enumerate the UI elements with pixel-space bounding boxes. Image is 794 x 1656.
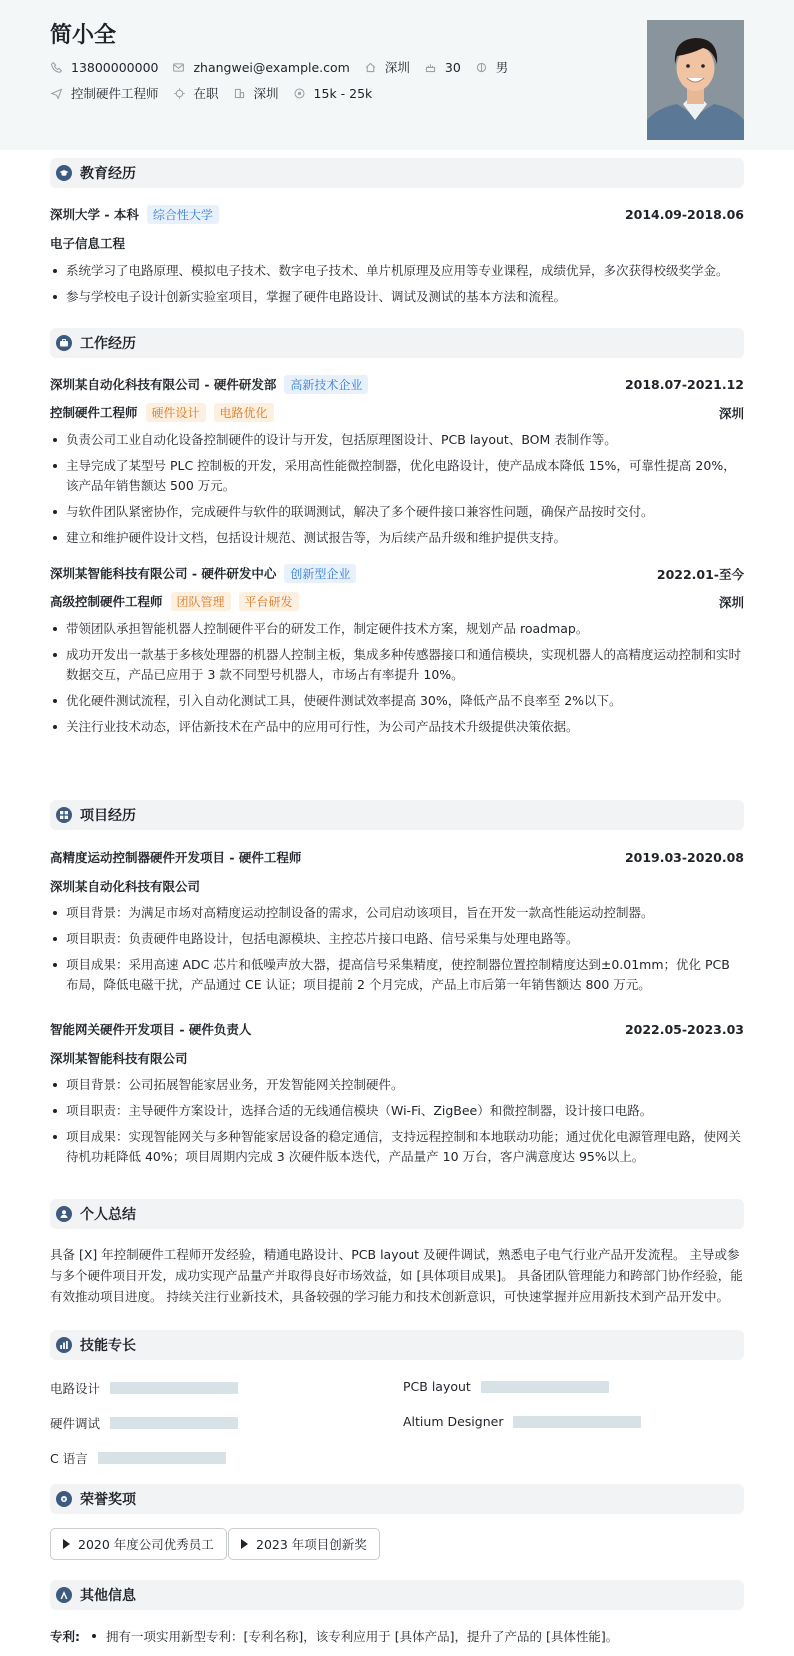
send-icon	[50, 87, 63, 100]
role-block	[50, 403, 274, 422]
home-icon	[364, 61, 377, 74]
education-bullets	[50, 261, 744, 313]
school-tag: 综合性大学	[147, 205, 219, 224]
skill-level-fill	[481, 1381, 609, 1393]
list-item: 项目背景：公司拓展智能家居业务，开发智能网关控制硬件。	[50, 1075, 744, 1095]
section-title: 个人总结	[80, 1207, 136, 1223]
company-name: 深圳某自动化科技有限公司 - 硬件研发部	[50, 377, 277, 392]
section-other	[50, 1580, 744, 1610]
bar-chart-icon	[56, 1337, 72, 1353]
project-header	[50, 848, 744, 866]
section-title: 技能专长	[80, 1338, 136, 1354]
section-education	[50, 158, 744, 188]
skill-item	[403, 1414, 641, 1429]
company-block	[50, 375, 368, 394]
company-block	[50, 564, 356, 583]
location-text: 深圳	[384, 60, 410, 75]
salary-text: 15k - 25k	[313, 85, 373, 101]
list-item: 与软件团队紧密协作，完成硬件与软件的联调测试，解决了多个硬件接口兼容性问题，确保产品按时交付。	[50, 502, 744, 522]
section-title: 工作经历	[80, 336, 136, 352]
section-awards	[50, 1484, 744, 1514]
user-icon	[56, 1206, 72, 1222]
skill-level-fill	[98, 1452, 226, 1464]
list-item: 关注行业技术动态，评估新技术在产品中的应用可行性，为公司产品技术升级提供决策依据。	[50, 717, 744, 737]
status-icon	[173, 87, 186, 100]
gender-text: 男	[495, 60, 509, 75]
list-item: 参与学校电子设计创新实验室项目，掌握了硬件电路设计、调试及测试的基本方法和流程。	[50, 287, 744, 307]
education-period: 2014.09-2018.06	[624, 207, 744, 222]
status-info	[173, 84, 219, 102]
bullet-dot	[92, 1634, 96, 1638]
skill-level-fill	[513, 1416, 641, 1428]
school-name: 深圳大学 - 本科	[50, 207, 139, 222]
info-icon	[56, 1587, 72, 1603]
role-tag: 电路优化	[214, 403, 274, 422]
status-text: 在职	[193, 86, 219, 101]
project-name: 高精度运动控制器硬件开发项目 - 硬件工程师	[50, 850, 302, 865]
job-bullets	[50, 430, 744, 554]
project-bullets	[50, 1075, 744, 1173]
skill-name: PCB layout	[403, 1379, 471, 1394]
job-period: 2018.07-2021.12	[624, 377, 744, 392]
job-role: 高级控制硬件工程师	[50, 594, 163, 609]
gender-icon	[475, 61, 488, 74]
skill-level-bar	[110, 1382, 238, 1394]
phone-icon	[50, 61, 63, 74]
company-tag: 创新型企业	[284, 564, 356, 583]
profile-photo	[647, 20, 744, 140]
project-bullets	[50, 903, 744, 1001]
company-tag: 高新技术企业	[284, 375, 368, 394]
graduation-cap-icon	[56, 165, 72, 181]
skill-level-bar	[513, 1416, 641, 1428]
skill-name: C 语言	[50, 1451, 88, 1466]
skill-name: 电路设计	[50, 1381, 101, 1396]
job-header	[50, 564, 744, 583]
job-period: 2022.01-至今	[656, 566, 744, 582]
skill-item	[50, 1449, 226, 1467]
project-company: 深圳某自动化科技有限公司	[50, 879, 201, 894]
project-company: 深圳某智能科技有限公司	[50, 1051, 188, 1066]
list-item: 项目职责：负责硬件电路设计，包括电源模块、主控芯片接口电路、信号采集与处理电路等。	[50, 929, 744, 949]
job-city: 深圳	[718, 594, 744, 610]
skill-level-bar	[98, 1452, 226, 1464]
medal-icon	[56, 1491, 72, 1507]
award-item	[228, 1528, 380, 1560]
contact-row	[50, 58, 522, 76]
list-item: 优化硬件测试流程，引入自动化测试工具，使硬件测试效率提高 30%，降低产品不良率至 2%以下。	[50, 691, 744, 711]
coin-icon	[293, 87, 306, 100]
list-item: 项目背景：为满足市场对高精度运动控制设备的需求，公司启动该项目，旨在开发一款高性能运动控制器。	[50, 903, 744, 923]
building-icon	[233, 87, 246, 100]
phone-info	[50, 60, 158, 75]
section-skills	[50, 1330, 744, 1360]
email-text: zhangwei@example.com	[193, 59, 350, 75]
education-major: 电子信息工程	[50, 236, 126, 251]
award-text: 2020 年度公司优秀员工	[78, 1537, 214, 1552]
job-intent-row	[50, 84, 386, 102]
resume-header	[0, 0, 794, 150]
skill-item	[403, 1379, 609, 1394]
role-block	[50, 592, 299, 611]
phone-text: 13800000000	[71, 59, 159, 75]
section-work	[50, 328, 744, 358]
grid-icon	[56, 807, 72, 823]
award-item	[50, 1528, 227, 1560]
job-role-row	[50, 403, 744, 422]
skill-level-fill	[110, 1382, 238, 1394]
skill-name: 硬件调试	[50, 1416, 101, 1431]
job-role-row	[50, 592, 744, 611]
project-header	[50, 1020, 744, 1038]
play-icon	[241, 1539, 248, 1549]
gender-info	[475, 58, 509, 76]
list-item: 负责公司工业自动化设备控制硬件的设计与开发，包括原理图设计、PCB layout、BOM 表制作等。	[50, 430, 744, 450]
skill-item	[50, 1379, 238, 1397]
section-title: 荣誉奖项	[80, 1492, 136, 1508]
role-tag: 平台研发	[239, 592, 299, 611]
skill-level-fill	[110, 1417, 238, 1429]
skill-name: Altium Designer	[403, 1414, 504, 1429]
company-name: 深圳某智能科技有限公司 - 硬件研发中心	[50, 566, 277, 581]
briefcase-icon	[56, 335, 72, 351]
cake-icon	[424, 61, 437, 74]
education-header	[50, 205, 744, 224]
job-role: 控制硬件工程师	[50, 405, 138, 420]
salary-info	[293, 86, 373, 101]
target-city-text: 深圳	[253, 86, 279, 101]
mail-icon	[172, 61, 185, 74]
school-block	[50, 205, 219, 224]
email-info	[172, 60, 349, 75]
project-period: 2019.03-2020.08	[624, 849, 744, 865]
play-icon	[63, 1539, 70, 1549]
award-text: 2023 年项目创新奖	[256, 1537, 367, 1552]
list-item: 建立和维护硬件设计文档，包括设计规范、测试报告等，为后续产品升级和维护提供支持。	[50, 528, 744, 548]
role-tag: 团队管理	[171, 592, 231, 611]
list-item: 项目成果：采用高速 ADC 芯片和低噪声放大器，提高信号采集精度，使控制器位置控制精度达到±0.01mm；优化 PCB 布局，降低电磁干扰，产品通过 CE 认证；项目提前 2 个月完成，产品上市后第一年销售额达 800 万元。	[50, 955, 744, 995]
list-item: 项目成果：实现智能网关与多种智能家居设备的稳定通信，支持远程控制和本地联动功能；通过优化电源管理电路，使网关待机功耗降低 40%；项目周期内完成 3 次硬件版本迭代，产品量产 10 万台，客户满意度达 95%以上。	[50, 1127, 744, 1167]
list-item: 成功开发出一款基于多核处理器的机器人控制主板，集成多种传感器接口和通信模块，实现机器人的高精度运动控制和实时数据交互，产品已应用于 3 款不同型号机器人，市场占有率提升 10%。	[50, 645, 744, 685]
list-item: 主导完成了某型号 PLC 控制板的开发，采用高性能微控制器，优化电路设计，使产品成本降低 15%，可靠性提高 20%，该产品年销售额达 500 万元。	[50, 456, 744, 496]
candidate-name: 简小全	[50, 23, 117, 48]
skill-level-bar	[110, 1417, 238, 1429]
role-tag: 硬件设计	[146, 403, 206, 422]
section-title: 项目经历	[80, 808, 136, 824]
patent-label: 专利:	[50, 1629, 80, 1644]
skill-level-bar	[481, 1381, 609, 1393]
section-title: 其他信息	[80, 1588, 136, 1604]
section-projects	[50, 800, 744, 830]
patent-row	[50, 1627, 744, 1645]
position-info	[50, 84, 159, 102]
section-title: 教育经历	[80, 166, 136, 182]
job-bullets	[50, 619, 744, 743]
list-item: 项目职责：主导硬件方案设计，选择合适的无线通信模块（Wi-Fi、ZigBee）和微控制器，设计接口电路。	[50, 1101, 744, 1121]
skill-item	[50, 1414, 238, 1432]
patent-text: 拥有一项实用新型专利：[专利名称]，该专利应用于 [具体产品]，提升了产品的 [具体性能]。	[106, 1629, 619, 1644]
job-header	[50, 375, 744, 394]
target-city-info	[233, 84, 279, 102]
summary-text: 具备 [X] 年控制硬件工程师开发经验，精通电路设计、PCB layout 及硬件调试，熟悉电子电气行业产品开发流程。 主导或参与多个硬件项目开发，成功实现产品量产并取得良好市场效益，如 [具体项目成果]。 具备团队管理能力和跨部门协作经验，能有效推动项目进度。 持续关注行业新技术，具备较强的学习能力和技术创新意识，可快速掌握并应用新技术到产品开发中。	[50, 1247, 743, 1304]
age-text: 30	[444, 59, 461, 75]
job-city: 深圳	[718, 405, 744, 421]
position-text: 控制硬件工程师	[71, 86, 159, 101]
section-summary	[50, 1199, 744, 1229]
project-period: 2022.05-2023.03	[624, 1021, 744, 1037]
list-item: 带领团队承担智能机器人控制硬件平台的研发工作，制定硬件技术方案，规划产品 roadmap。	[50, 619, 744, 639]
project-name: 智能网关硬件开发项目 - 硬件负责人	[50, 1022, 252, 1037]
location-info	[364, 58, 410, 76]
age-info	[424, 60, 461, 75]
list-item: 系统学习了电路原理、模拟电子技术、数字电子技术、单片机原理及应用等专业课程，成绩优异，多次获得校级奖学金。	[50, 261, 744, 281]
